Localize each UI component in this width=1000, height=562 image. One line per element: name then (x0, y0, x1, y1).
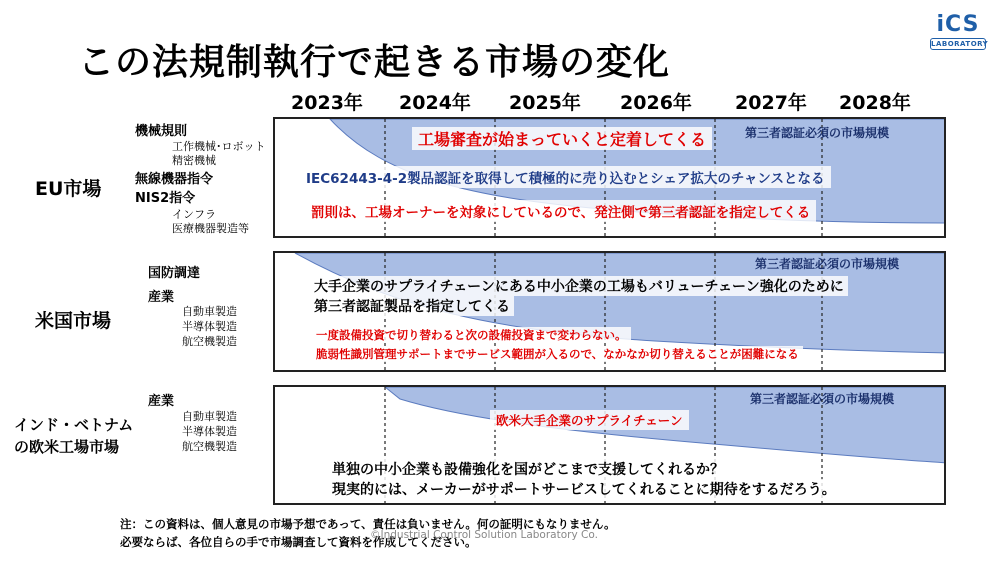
year-2026: 2026年 (620, 92, 692, 114)
eu-market-size-tag: 第三者認証必須の市場規模 (745, 126, 890, 140)
asia-market-size-tag: 第三者認証必須の市場規模 (750, 392, 895, 406)
disclaimer-note-1: 注：この資料は、個人意見の市場予想であって、責任は負いません。何の証明にもなりません。 (120, 517, 616, 531)
eu-sub-machine-tools: 工作機械･ロボット (172, 140, 266, 153)
asia-message-government: 単独の中小企業も設備強化を国がどこまで支援してくれるか？ (328, 459, 728, 479)
us-message-investment: 一度設備投資で切り替わると次の設備投資まで変わらない。 (312, 327, 631, 343)
asia-market-label-line2: の欧米工場市場 (14, 438, 120, 456)
eu-message-penalty: 罰則は、工場オーナーを対象にしているので、発注側で第三者認証を指定してくる (305, 200, 816, 222)
asia-message-supplychain: 欧米大手企業のサプライチェーン (490, 410, 689, 430)
year-2025: 2025年 (509, 92, 581, 114)
us-message-supplychain: 大手企業のサプライチェーンにある中小企業の工場もバリューチェーン強化のために (310, 276, 848, 296)
eu-sub-precision: 精密機械 (172, 154, 216, 167)
us-sub-aircraft: 航空機製造 (182, 335, 237, 348)
asia-sub-aircraft: 航空機製造 (182, 440, 237, 453)
eu-message-audit: 工場審査が始まっていくと定着してくる (412, 127, 712, 150)
eu-message-iec62443: IEC62443-4-2製品認証を取得して積極的に売り込むとシェア拡大のチャンスとなる (300, 166, 831, 188)
asia-market-label-line1: インド・ベトナム (14, 416, 134, 434)
copyright-text: ©Industrial Control Solution Laboratory Co. (370, 529, 598, 541)
eu-sub-medical: 医療機器製造等 (172, 222, 249, 235)
us-message-vulnerability: 脆弱性識別管理サポートまでサービス範囲が入るので、なかなか切り替えることが困難になる (312, 346, 803, 362)
asia-sub-auto: 自動車製造 (182, 410, 237, 423)
us-category-industry: 産業 (148, 290, 175, 305)
us-message-third-party: 第三者認証製品を指定してくる (310, 296, 514, 316)
eu-category-nis2: NIS2指令 (135, 191, 196, 206)
year-2028: 2028年 (839, 92, 911, 114)
year-2027: 2027年 (735, 92, 807, 114)
us-market-label: 米国市場 (35, 310, 112, 332)
asia-category-industry: 産業 (148, 394, 175, 409)
us-market-size-tag: 第三者認証必須の市場規模 (755, 257, 900, 271)
us-sub-auto: 自動車製造 (182, 305, 237, 318)
asia-sub-semiconductor: 半導体製造 (182, 425, 237, 438)
disclaimer-note-2: 必要ならば、各位自らの手で市場調査して資料を作成してください。 (120, 535, 477, 549)
eu-market-label: EU市場 (35, 178, 102, 200)
eu-category-radio: 無線機器指令 (135, 172, 214, 187)
eu-category-machinery: 機械規則 (135, 124, 188, 139)
logo-ics-text: iCS (936, 12, 980, 37)
us-category-defense: 国防調達 (148, 266, 201, 281)
logo-laboratory-text: LABORATORY (931, 40, 989, 48)
page-title: この法規制執行で起きる市場の変化 (78, 42, 671, 83)
year-2023: 2023年 (291, 92, 363, 114)
year-2024: 2024年 (399, 92, 471, 114)
us-sub-semiconductor: 半導体製造 (182, 320, 237, 333)
eu-sub-infra: インフラ (172, 208, 216, 221)
ics-logo (930, 12, 989, 50)
asia-message-maker-support: 現実的には、メーカーがサポートサービスしてくれることに期待をするだろう。 (328, 479, 840, 499)
